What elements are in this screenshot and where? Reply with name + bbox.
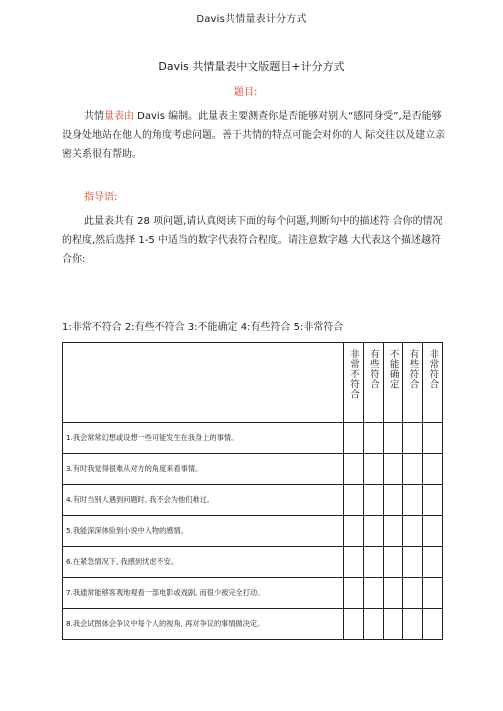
answer-cell[interactable] xyxy=(403,609,423,640)
column-header xyxy=(423,343,443,423)
answer-cell[interactable] xyxy=(383,609,403,640)
answer-cell[interactable] xyxy=(363,485,383,516)
answer-cell[interactable] xyxy=(423,423,443,454)
column-header xyxy=(403,343,423,423)
answer-cell[interactable] xyxy=(383,454,403,485)
table-row xyxy=(63,609,443,640)
guide-paragraph: 此量表共有 28 项问题,请认真阅读下面的每个问题,判断句中的描述符 合你的情况的程度,然后选择 1-5 中适当的数字代表符合程度。请注意数字越 大代表这个描述越符合你: xyxy=(62,216,443,265)
answer-cell[interactable] xyxy=(383,516,403,547)
intro-paragraph xyxy=(62,107,447,164)
page-header: Davis共情量表计分方式 xyxy=(196,14,307,25)
intro-part2: 量表由 xyxy=(104,111,134,122)
answer-cell[interactable] xyxy=(423,578,443,609)
header-blank-cell xyxy=(63,343,344,423)
table-row xyxy=(63,485,443,516)
answer-cell[interactable] xyxy=(343,516,363,547)
answer-cell[interactable] xyxy=(343,547,363,578)
table-header-row xyxy=(63,343,443,423)
question-text: 7.我通常能够客观地观看一部电影或戏剧, 而很少被完全打动。 xyxy=(63,578,344,609)
guide-title: 指导语: xyxy=(84,192,118,203)
answer-cell[interactable] xyxy=(363,578,383,609)
column-header-label: 非常不符合 xyxy=(348,349,360,399)
answer-cell[interactable] xyxy=(343,454,363,485)
table-row xyxy=(63,454,443,485)
questionnaire-table xyxy=(62,342,443,640)
question-text: 6.在紧急情况下, 我感到忧虑不安。 xyxy=(63,547,344,578)
answer-cell[interactable] xyxy=(363,609,383,640)
table-row xyxy=(63,547,443,578)
intro-part3: Davis 编制。此量表主要测查你是否能够对别人“感同身受”,是否能够设身处地站在他人的角度考虑问题。善于共情的特点可能会对你的人 际交往以及建立亲密关系很有帮助。 xyxy=(62,111,446,160)
question-text: 8.我会试图体会争议中每个人的视角, 再对争议的事情做决定。 xyxy=(63,609,344,640)
answer-cell[interactable] xyxy=(343,578,363,609)
document-title: Davis 共情量表中文版题目+计分方式 xyxy=(158,60,345,73)
answer-cell[interactable] xyxy=(403,516,423,547)
answer-cell[interactable] xyxy=(423,547,443,578)
answer-cell[interactable] xyxy=(423,454,443,485)
answer-cell[interactable] xyxy=(343,485,363,516)
answer-cell[interactable] xyxy=(423,516,443,547)
answer-cell[interactable] xyxy=(363,547,383,578)
question-text: 3.有时我觉得很难从对方的角度来看事情。 xyxy=(63,454,344,485)
column-header-label: 有些符合 xyxy=(407,349,419,389)
question-text: 1.我会常常幻想或设想一些可能发生在我身上的事情。 xyxy=(63,423,344,454)
answer-cell[interactable] xyxy=(363,454,383,485)
answer-cell[interactable] xyxy=(403,423,423,454)
answer-cell[interactable] xyxy=(383,485,403,516)
answer-cell[interactable] xyxy=(383,578,403,609)
column-header xyxy=(343,343,363,423)
scale-legend: 1:非常不符合 2:有些不符合 3:不能确定 4:有些符合 5:非常符合 xyxy=(62,322,344,333)
answer-cell[interactable] xyxy=(363,423,383,454)
column-header xyxy=(363,343,383,423)
answer-cell[interactable] xyxy=(403,454,423,485)
answer-cell[interactable] xyxy=(343,423,363,454)
answer-cell[interactable] xyxy=(363,516,383,547)
section-title: 题目: xyxy=(234,87,258,98)
table-row xyxy=(63,516,443,547)
column-header-label: 非常符合 xyxy=(427,349,439,389)
answer-cell[interactable] xyxy=(383,547,403,578)
question-text: 4.有时当别人遇到问题时, 我不会为他们难过。 xyxy=(63,485,344,516)
column-header-label: 有些符合 xyxy=(367,349,379,389)
answer-cell[interactable] xyxy=(403,485,423,516)
question-text: 5.我能深深体验到小说中人物的感情。 xyxy=(63,516,344,547)
column-header-label: 不能确定 xyxy=(387,349,399,389)
answer-cell[interactable] xyxy=(423,609,443,640)
answer-cell[interactable] xyxy=(343,609,363,640)
answer-cell[interactable] xyxy=(403,547,423,578)
answer-cell[interactable] xyxy=(403,578,423,609)
intro-part1: 共情 xyxy=(84,111,104,122)
column-header xyxy=(383,343,403,423)
table-row xyxy=(63,578,443,609)
table-row xyxy=(63,423,443,454)
answer-cell[interactable] xyxy=(383,423,403,454)
answer-cell[interactable] xyxy=(423,485,443,516)
